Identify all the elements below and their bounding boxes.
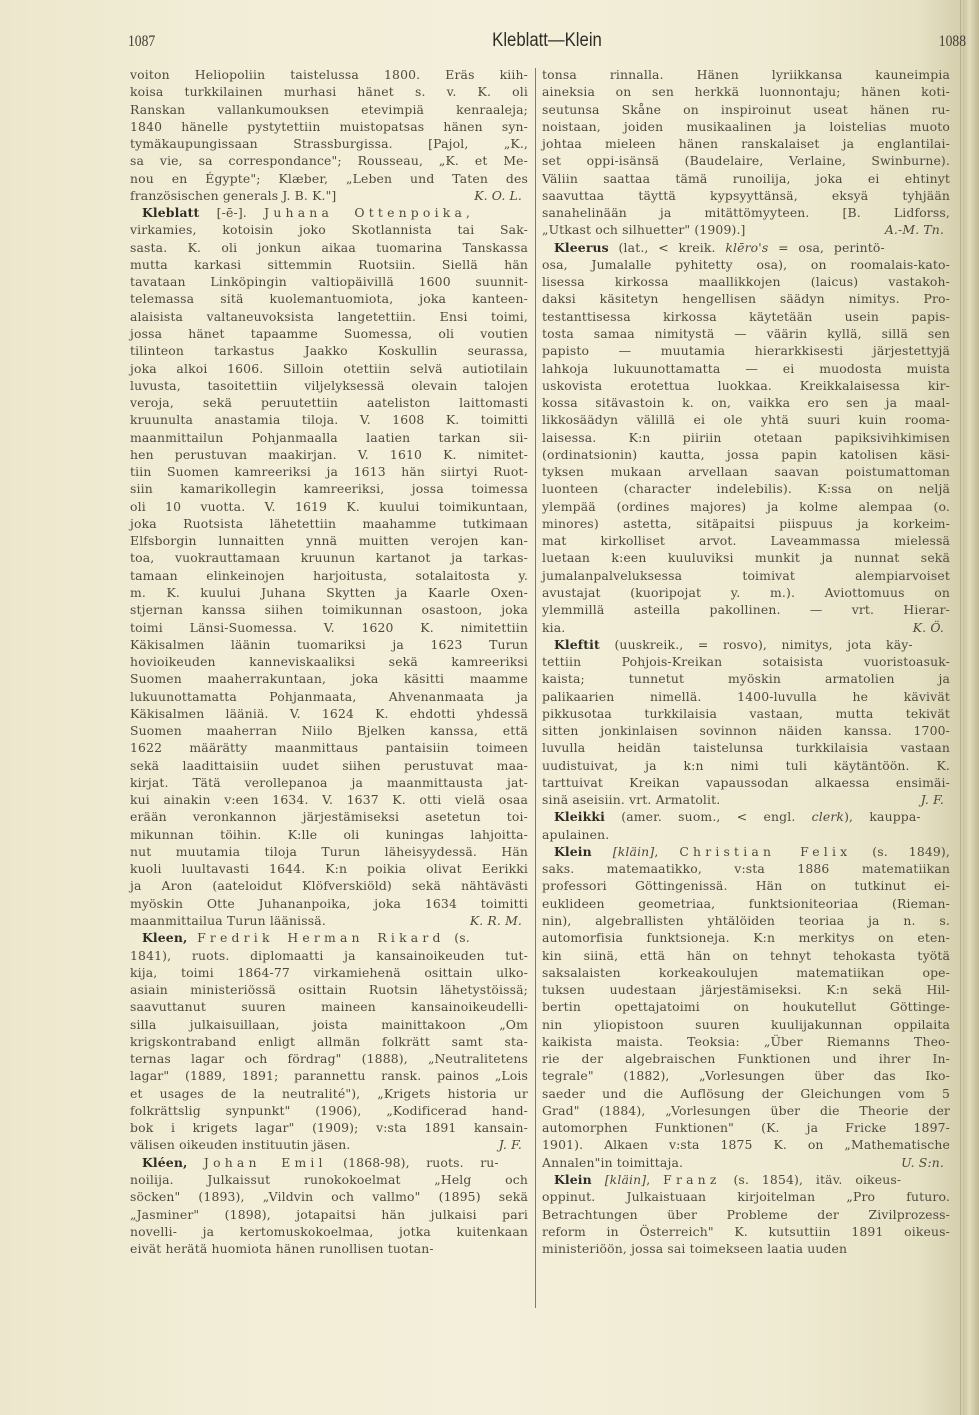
text-line: U. S:n. Annalen"in toimittaja.	[542, 1154, 944, 1170]
author-signature: K. R. M.	[469, 913, 522, 929]
entry-start-line: Kleftit (uuskreik., = rosvo), nimitys, jota käy-	[554, 636, 913, 652]
text-line: tarttuivat Kreikan vapaussodan alkaessa ensimäi-	[542, 774, 950, 790]
text-line: toa, vuokrauttamaan kruunun kartanot ja tarkas-	[130, 550, 528, 566]
text-line: telemassa sitä kuolemantuomiota, joka kanteen-	[130, 291, 528, 307]
text-line: alaisista valtaneuvoksista langetettiin. Ensi toimi,	[130, 308, 528, 324]
entry-headword: Kleikki	[554, 809, 605, 825]
entry-start-line: Kleerus (lat., < kreik. klēro's = osa, perintö-	[554, 239, 885, 255]
text-line: Elfsborgin lunnaitten ynnä muitten verojen kan-	[130, 533, 528, 549]
text-line: luetaan k:een kuuluviksi munkit ja nunnat sekä	[542, 550, 950, 566]
text-line: folkrättslig synpunkt" (1906), „Kodificerad hand-	[130, 1102, 528, 1118]
text-line: laisessa. K:n piiriin otetaan papiksivihkimisen	[542, 429, 950, 445]
text-line: minores) astetta, sitäpaitsi piispuus ja korkeim-	[542, 515, 950, 531]
entry-start-line: Klein [kläin], Franz (s. 1854), itäv. oikeus-	[554, 1172, 902, 1187]
text-line: sanahelinään ja mitättömyyteen. [B. Lidforss,	[542, 205, 950, 221]
entry-headword: Klein	[554, 1172, 592, 1187]
text-line: euklideen geometriaa, funktsioniteoriaa (Rieman-	[542, 895, 950, 911]
text-line: stjernan kanssa siihen toimikunnan osastoon, joka	[130, 602, 528, 618]
text-line: silla julkaisuillaan, joista mainittakoon „Om	[130, 1016, 528, 1032]
text-line: noistaan, joiden musikaalinen ja loistelias muoto	[542, 118, 950, 134]
text-line: lisessa kirkossa maallikkojen (laicus) vastakoh-	[542, 274, 950, 290]
text-line: nin yliopistoon suuren kuulijakunnan oppilaita	[542, 1016, 950, 1032]
entry-headword: Kleblatt	[142, 205, 200, 221]
italic-term: [kläin]	[604, 1172, 647, 1187]
text-line: veroja, sekä peruutettiin aateliston laittomasti	[130, 395, 528, 411]
text-line: söcken" (1893), „Vildvin och vallmo" (1895) sekä	[130, 1189, 528, 1205]
text-line: 1622 määrätty maanmittaus pantaisiin toimeen	[130, 740, 528, 756]
italic-term: klēro's	[725, 239, 769, 255]
text-line: aineksia on sen herkkä luonnontaju; hänen koti-	[542, 84, 950, 100]
text-line: J. F. välisen oikeuden instituutin jäsen.	[130, 1137, 522, 1153]
text-line: nou en Égypte"; Klæber, „Leben und Taten des	[130, 170, 528, 186]
text-line: K. R. M. maanmittailua Turun läänissä.	[130, 913, 522, 929]
text-line: osa, Jumalalle pyhitetty osa), on roomalais-kato-	[542, 256, 950, 272]
text-line: (ordinatsionin) kautta, jossa papin katolisen käsi-	[542, 446, 950, 462]
text-line: toimi Länsi-Suomessa. V. 1620 K. nimitettiin	[130, 619, 528, 635]
text-line: tiin Suomen kamreeriksi ja 1613 hän siirtyi Ruot-	[130, 464, 528, 480]
text-line: Ranskan vallankumouksen etevimpiä kenraaleja;	[130, 101, 528, 117]
text-line: A.-M. Tn. „Utkast och silhuetter" (1909).]	[542, 222, 944, 238]
text-line: tegrale" (1882), „Vorlesungen über das Iko-	[542, 1068, 950, 1084]
text-line: sasta. K. oli jonkun aikaa tuomarina Tanskassa	[130, 239, 528, 255]
text-line: nut muutamia tiloja Turun läheisyydessä. Hän	[130, 843, 528, 859]
text-line: rie der algebraischen Funktionen und ihrer In-	[542, 1051, 950, 1067]
text-line: tymäkaupungissaan Strassburgissa. [Pajol, „K.,	[130, 136, 528, 152]
text-line: kaikista maista. Teoksia: „Über Riemanns Theo-	[542, 1033, 950, 1049]
text-line: tuksen uudestaan järjestämiseksi. K:n sekä Hil-	[542, 982, 950, 998]
entry-headword: Kléen,	[142, 1154, 188, 1170]
author-signature: A.-M. Tn.	[884, 222, 944, 238]
text-line: automorphen Funktionen" (K. ja Fricke 1897-	[542, 1120, 950, 1136]
italic-term: clerk	[811, 809, 845, 825]
text-line: mikunnan töihin. K:lle oli kuningas lahjoitta-	[130, 826, 528, 842]
text-line: asiain ministeriössä osittain Ruotsin lähetystöissä;	[130, 982, 528, 998]
text-line: Betrachtungen über Probleme der Zivilprozess-	[542, 1206, 950, 1222]
entry-start-line: Klein [kläin], Christian Felix (s. 1849),	[554, 843, 950, 859]
text-line: luvusta, tasoitettiin viljelyksessä olevain talojen	[130, 377, 528, 393]
text-line: virkamies, kotoisin joko Skotlannista tai Sak-	[130, 222, 528, 238]
text-line: pikkusotaa turkkilaisia vastaan, mutta tekivät	[542, 705, 950, 721]
text-line: K. Ö. kia.	[542, 619, 944, 635]
text-line: luonteen (character indelebilis). K:ssa on neljä	[542, 481, 950, 497]
text-line: jossa hänet tapaamme Suomessa, oli voutien	[130, 325, 528, 341]
text-line: maanmittailun Pohjanmaalla laatien tarkan sii-	[130, 429, 528, 445]
right-column	[542, 66, 950, 1257]
right-page-number: 1088	[938, 33, 966, 50]
text-line: J. F. sinä aseisiin. vrt. Armatolit.	[542, 792, 944, 808]
text-line: daksi käsitetyn hengellisen säädyn nimitys. Pro-	[542, 291, 950, 307]
text-line: uskovista erotettua luokkaa. Kreikkalaisessa kir-	[542, 377, 950, 393]
text-line: m. K. kuului Juhana Skytten ja Kaarle Oxen-	[130, 584, 528, 600]
text-line: palikaarien nimellä. 1400-luvulla he kävivät	[542, 688, 950, 704]
text-line: ylemmillä asteilla pakollinen. — vrt. Hierar-	[542, 602, 950, 618]
text-line: erään veronkannon järjestämiseksi asetetun toi-	[130, 809, 528, 825]
text-line: hen perustuvan maakirjan. V. 1610 K. nimitet-	[130, 446, 528, 462]
text-line: 1840 hänelle pystytettiin muistopatsas hänen syn-	[130, 118, 528, 134]
text-line: bertin opettajatoimi on houkutellut Göttinge-	[542, 999, 950, 1015]
text-line: automorfisia funktsioneja. K:n merkitys on eten-	[542, 930, 950, 946]
entry-start-line: Kleikki (amer. suom., < engl. clerk), kauppa-	[554, 809, 921, 825]
text-line: 1841), ruots. diplomaatti ja kansainoikeuden tut-	[130, 947, 528, 963]
text-line: kaista; tunnetut myöskin armatolien ja	[542, 671, 950, 687]
text-line: koisa turkkilainen murhasi hänet s. v. K. oli	[130, 84, 528, 100]
text-line: joka alkoi 1606. Silloin otettiin selvä autiotilain	[130, 360, 528, 376]
text-line: mat kirkolliset arvot. Laveammassa mielessä	[542, 533, 950, 549]
text-line: johtaa mieleen hänen ranskalaiset ja englantilai-	[542, 136, 950, 152]
text-line: novelli- ja kertomuskokoelmaa, jotka kuitenkaan	[130, 1223, 528, 1239]
author-signature: J. F.	[498, 1137, 522, 1153]
text-line: krigskontraband enligt allmän folkrätt samt sta-	[130, 1033, 528, 1049]
spaced-name: Christian Felix	[679, 843, 852, 859]
text-line: Väliin saattaa tämä runoilija, joka ei ehtinyt	[542, 170, 950, 186]
text-line: professori Göttingenissä. Hän on tutkinut ei-	[542, 878, 950, 894]
text-line: kui ainakin v:een 1634. V. 1637 K. otti vielä osaa	[130, 792, 528, 808]
text-line: reform in Österreich" K. kutsuttiin 1891 oikeus-	[542, 1223, 950, 1239]
spaced-name: Fredrik Herman Rikard	[197, 930, 445, 946]
text-line: kruunulta anastamia tiloja. V. 1608 K. toimitti	[130, 412, 528, 428]
author-signature: K. Ö.	[912, 619, 944, 635]
text-line: jumalanpalveluksessa toimivat alempiarvoiset	[542, 567, 950, 583]
text-line: lukuunottamatta Pohjanmaata, Ahvenanmaata ja	[130, 688, 528, 704]
entry-headword: Kleerus	[554, 239, 609, 255]
text-line: tilinteon tarkastus Jaakko Koskullin seurassa,	[130, 343, 528, 359]
italic-term: [kläin]	[612, 843, 655, 859]
text-line: ternas lagar och fördrag" (1888), „Neutralitetens	[130, 1051, 528, 1067]
author-signature: J. F.	[920, 792, 944, 808]
text-line: ja Aron (aateloidut Klöfverskiöld) sekä nähtävästi	[130, 878, 528, 894]
text-line: apulainen.	[542, 826, 610, 842]
text-line: oli 10 vuotta. V. 1619 K. kuului toimikuntaan,	[130, 498, 528, 514]
text-line: papisto — muutamia hierarkkisesti järjestettyjä	[542, 343, 950, 359]
text-line: saks. matemaatikko, v:sta 1886 matematiikan	[542, 861, 950, 877]
left-column	[130, 66, 528, 1257]
text-line: Suomen maaherrakuntaan, joka käsitti maamme	[130, 671, 528, 687]
text-line: likkosäädyn välillä ei ole yhtä suuri kuin rooma-	[542, 412, 950, 428]
spaced-name: Franz	[663, 1172, 721, 1187]
entry-headword: Klein	[554, 843, 592, 859]
text-line: tettiin Pohjois-Kreikan sotaisista vuoristoasuk-	[542, 654, 950, 670]
text-line: siin kamarikollegin kamreeriksi, jossa toimessa	[130, 481, 528, 497]
spaced-name: Juhana Ottenpoika,	[264, 205, 475, 221]
left-page-number: 1087	[128, 33, 156, 50]
text-line: sitten jonkinlaisen sovinnon näiden kanssa. 1700-	[542, 723, 950, 739]
author-signature: U. S:n.	[901, 1154, 944, 1170]
text-line: Grad" (1884), „Vorlesungen über die Theorie der	[542, 1102, 950, 1118]
text-line: nin), algebrallisten yhtälöiden teoriaa ja n. s.	[542, 913, 950, 929]
book-spine	[963, 0, 979, 1415]
text-line: seutunsa Skåne on inspiroinut useat hänen ru-	[542, 101, 950, 117]
text-line: testanttisessa kirkossa käytetään usein papis-	[542, 308, 950, 324]
text-line: hovioikeuden kanneviskaaliksi sekä kamreeriksi	[130, 654, 528, 670]
text-line: saeder und die Auflösung der Gleichungen vom 5	[542, 1085, 950, 1101]
spaced-name: Johan Emil	[203, 1154, 327, 1170]
text-line: saavuttaa täyttä kypsyyttänsä, eksyä tyhjään	[542, 187, 950, 203]
entry-start-line: Kleen, Fredrik Herman Rikard (s.	[142, 930, 470, 946]
column-divider	[535, 68, 536, 1308]
text-line: uudistuivat, ja k:n nimi tuli käytäntöön. K.	[542, 757, 950, 773]
text-line: set oppi-isänsä (Baudelaire, Verlaine, Swinburne).	[542, 153, 950, 169]
page-edge-line	[960, 0, 961, 1415]
text-line: 1901). Alkaen v:sta 1875 K. on „Mathematische	[542, 1137, 950, 1153]
text-line: lahkoja lukuunottamatta — ei muodosta muista	[542, 360, 950, 376]
text-line: kuoli luultavasti 1644. K:n poikia olivat Eerikki	[130, 861, 528, 877]
text-line: ministeriöön, jossa sai toimekseen laatia uuden	[542, 1241, 848, 1257]
entry-headword: Kleen,	[142, 930, 188, 946]
page-header	[128, 30, 966, 54]
text-line: mutta karkasi sittemmin Ruotsiin. Siellä hän	[130, 256, 528, 272]
text-line: Käkisalmen läänin tuomariksi ja 1623 Turun	[130, 636, 528, 652]
text-line: eivät herätä huomiota hänen runollisen tuotan-	[130, 1241, 434, 1257]
text-line: kossa sitävastoin k. on, vaikka ero sen ja maal-	[542, 395, 950, 411]
text-line: oppinut. Julkaistuaan kirjoitelman „Pro futuro.	[542, 1189, 950, 1205]
text-line: luvulla heidän taistelunsa turkkilaisia vastaan	[542, 740, 950, 756]
text-line: kirjat. Tätä verollepanoa ja maanmittausta jat-	[130, 774, 528, 790]
text-line: avustajat (kuoripojat y. m.). Aviottomuus on	[542, 584, 950, 600]
text-line: tavataan Linköpingin valtiopäivillä 1600 suunnit-	[130, 274, 528, 290]
text-line: Käkisalmen lääniä. V. 1624 K. ehdotti yhdessä	[130, 705, 528, 721]
text-line: tamaan elinkeinojen harjoitusta, sotalaitosta y.	[130, 567, 528, 583]
text-line: bok i krigets lagar" (1909); v:sta 1891 kansain-	[130, 1120, 528, 1136]
text-line: saavuttanut suuren maineen kansainoikeudelli-	[130, 999, 528, 1015]
text-line: joka Ruotsista lähetettiin maahamme tutkimaan	[130, 515, 528, 531]
text-line: tyksen mukaan arvellaan saavan poistumattoman	[542, 464, 950, 480]
entry-headword: Kleftit	[554, 636, 600, 652]
text-line: myöskin Otte Juhananpoika, joka 1634 toimitti	[130, 895, 528, 911]
text-line: ylempää (ordines majores) ja kolme alempaa (o.	[542, 498, 950, 514]
text-line: lagar" (1889, 1891; parannettu ransk. painos „Lois	[130, 1068, 528, 1084]
entry-start-line: Kléen, Johan Emil (1868-98), ruots. ru-	[142, 1154, 499, 1170]
text-line: sekä laadittaisiin uudet siihen perustuvat maa-	[130, 757, 528, 773]
text-line: voiton Heliopoliin taistelussa 1800. Eräs kiih-	[130, 67, 528, 82]
text-line: sa vie, sa correspondance"; Rousseau, „K. et Me-	[130, 153, 528, 169]
author-signature: K. O. L.	[474, 187, 522, 203]
entry-start-line: Kleblatt [-ē-]. Juhana Ottenpoika,	[142, 205, 475, 221]
text-line: noilija. Julkaissut runokokoelmat „Helg och	[130, 1172, 528, 1187]
text-line: kija, toimi 1864-77 virkamiehenä osittain ulko-	[130, 964, 528, 980]
text-line: saksalaisten korkeakoulujen matematiikan ope-	[542, 964, 950, 980]
text-line: tosta samaa nimitystä — väärin kyllä, sillä sen	[542, 325, 950, 341]
text-line: et usages de la neutralité"), „Krigets historia ur	[130, 1085, 528, 1101]
running-title: Kleblatt—Klein	[492, 30, 602, 51]
text-line: kin siinä, että hän on tehnyt tehokasta työtä	[542, 947, 950, 963]
text-line: „Jasminer" (1898), jotapaitsi hän julkaisi pari	[130, 1206, 528, 1222]
text-line: Suomen maaherran Niilo Bjelken kanssa, että	[130, 723, 528, 739]
text-line: K. O. L. französischen generals J. B. K."]	[130, 187, 522, 203]
text-line: tonsa rinnalla. Hänen lyriikkansa kauneimpia	[542, 67, 950, 82]
